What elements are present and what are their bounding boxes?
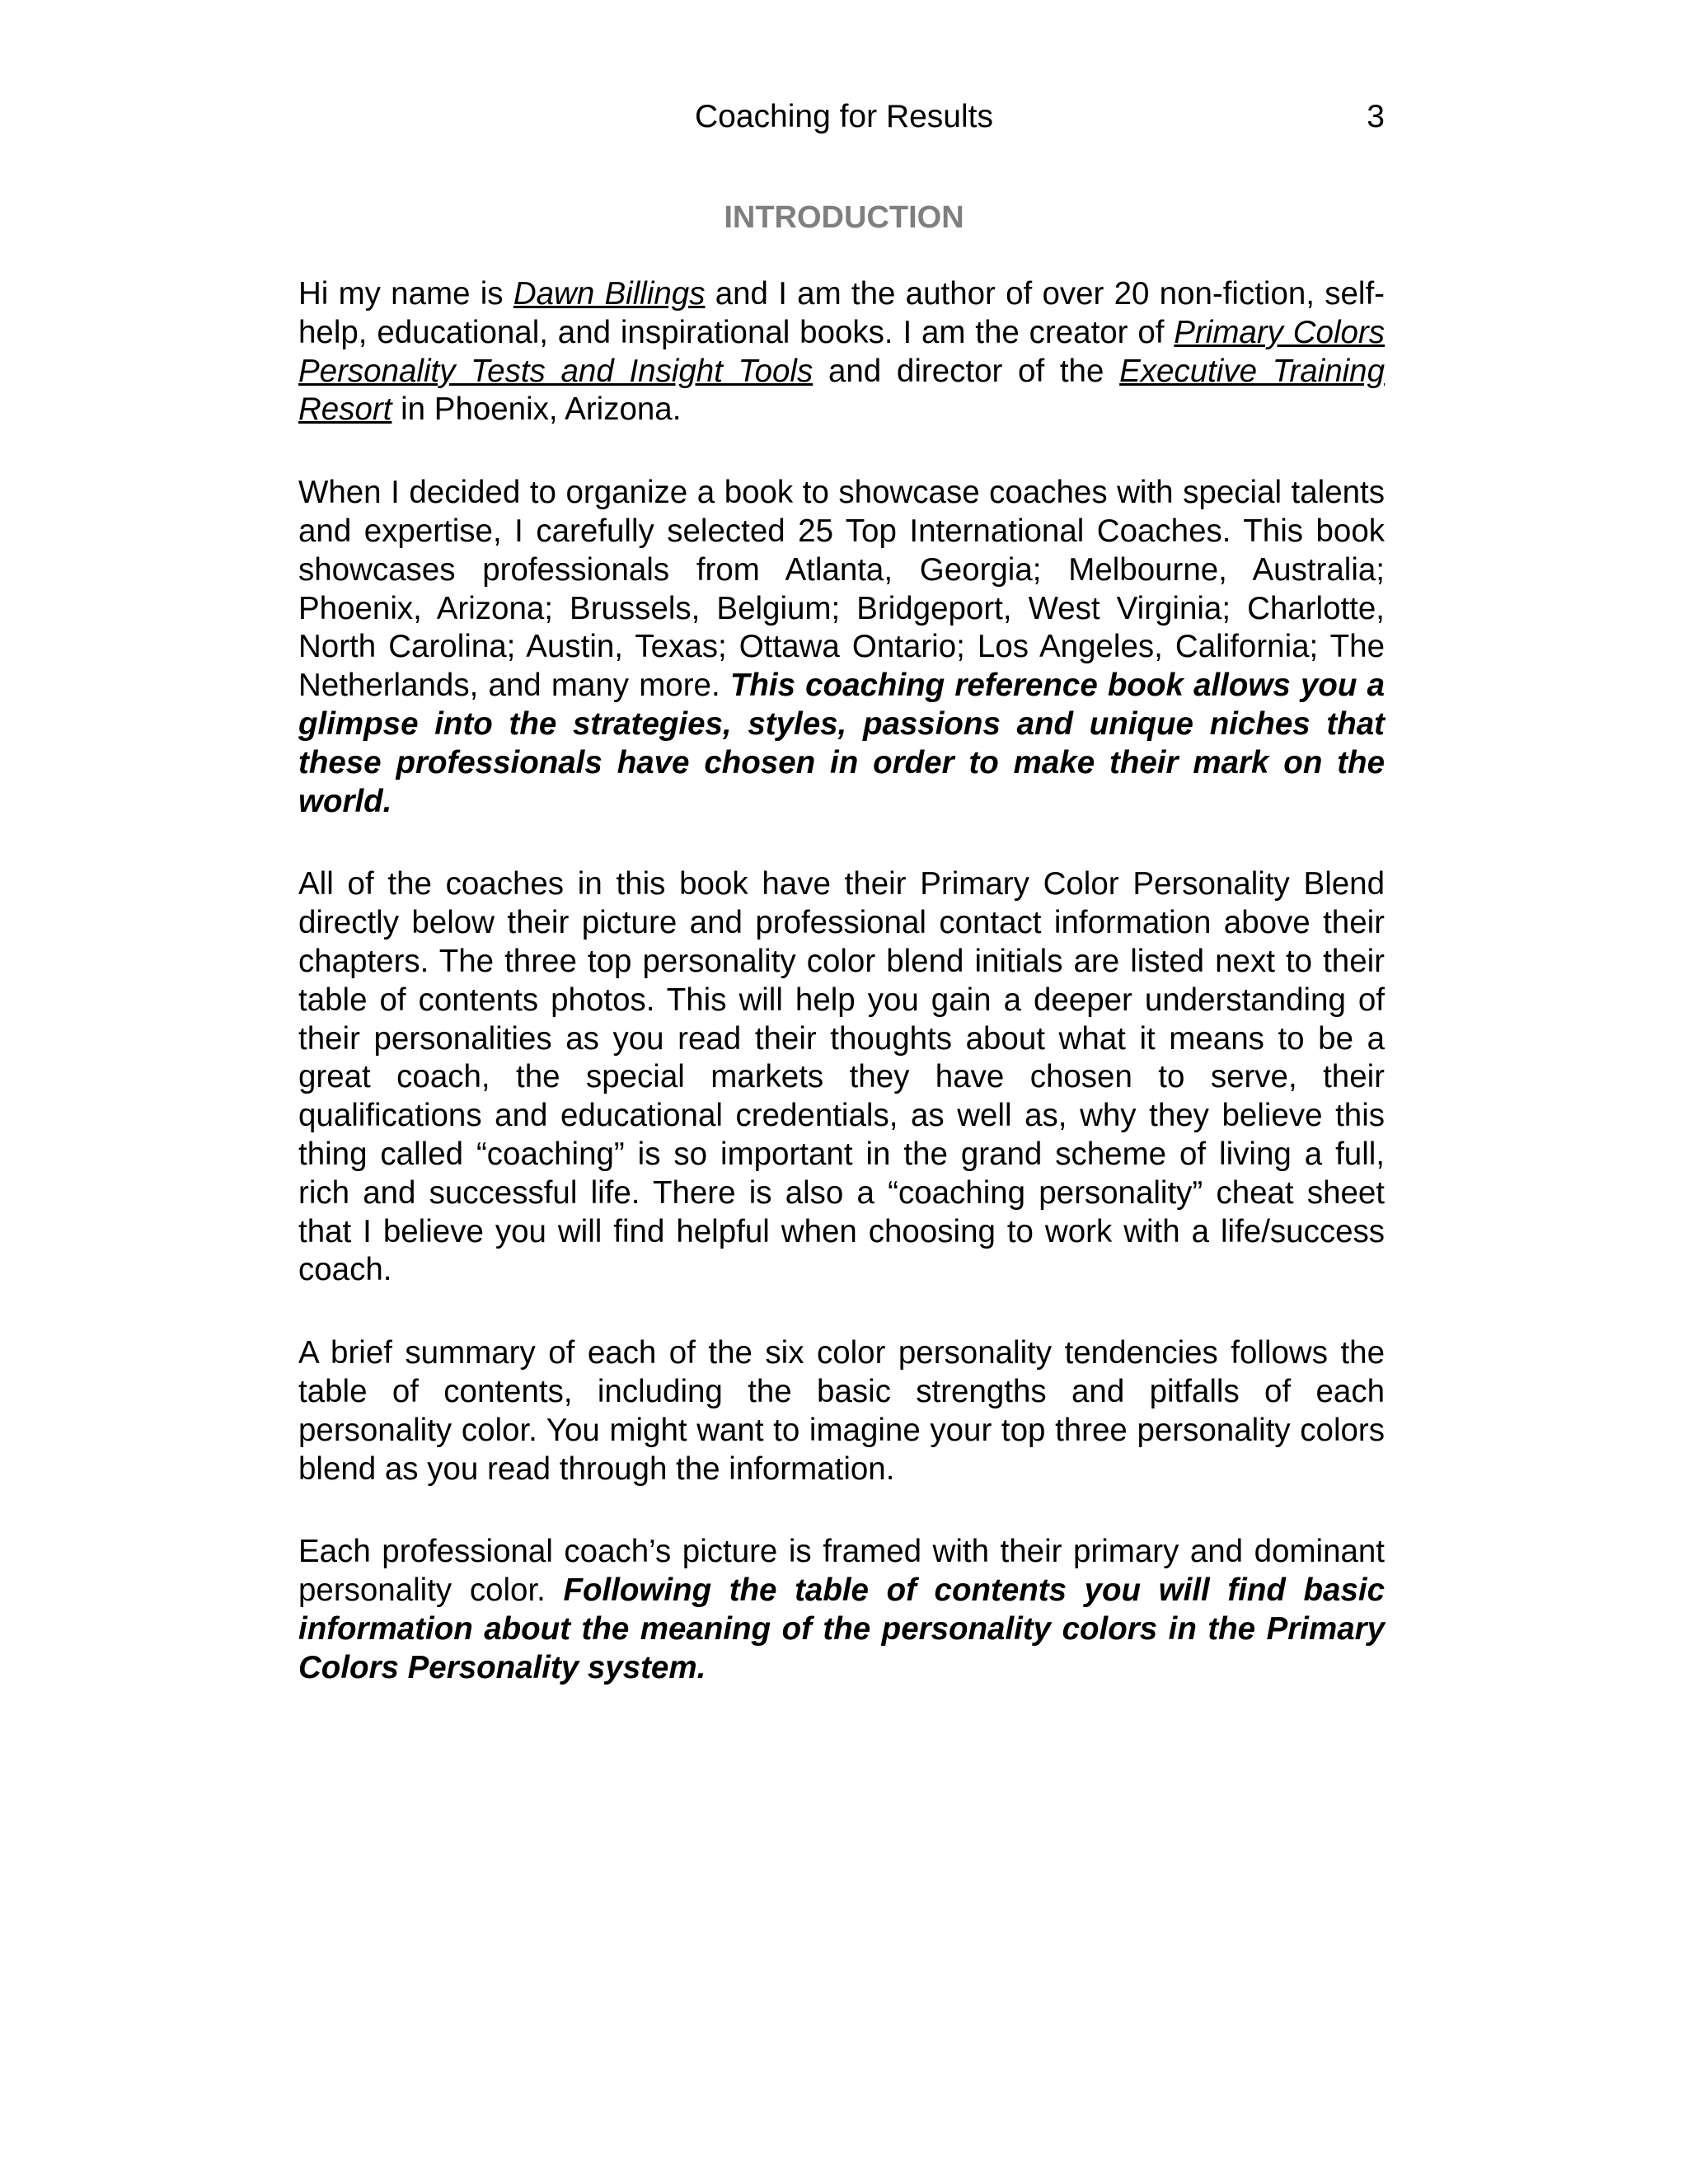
paragraph-author-intro	[298, 275, 1385, 429]
emphasized-text: Following the table of contents you will find basic information about the meaning of the personality colors in the Primary Colors Personality system.	[298, 1572, 1385, 1685]
paragraph-text: and I am the author of over 20 non-fiction, self-help, educational, and inspirational books. I am the creator of	[298, 276, 1385, 350]
executive-training-resort-link[interactable]: Executive Training Resort	[298, 353, 1385, 428]
running-header-title: Coaching for Results	[694, 99, 993, 134]
paragraph-text: When I decided to organize a book to showcase coaches with special talents and expertise, I carefully selected 25 Top International Coaches. This book showcases professionals from Atlanta, Georgia; Melbourne, Australia; Phoenix, Arizona; Brussels, Belgium; Bridgeport, West Virginia; Charlotte, North Carolina; Austin, Texas; Ottawa Ontario; Los Angeles, California; The Netherlands, and many more.	[298, 475, 1385, 704]
paragraph-picture-frame	[298, 1533, 1385, 1687]
paragraph-personality-blend	[298, 865, 1385, 1290]
paragraph-text: All of the coaches in this book have their Primary Color Personality Blend directly below their picture and professional contact information above their chapters. The three top personality color blend initials are listed next to their table of contents photos. This will help you gain a deeper understanding of their personalities as you read their thoughts about what it means to be a great coach, the special markets they have chosen to serve, their qualifications and educational credentials, as well as, why they believe this thing called “coaching” is so important in the grand scheme of living a full, rich and successful life. There is also a “coaching personality” cheat sheet that I believe you will find helpful when choosing to work with a life/success coach.	[298, 866, 1385, 1288]
body-text	[298, 275, 1385, 1732]
paragraph-coaches-selection	[298, 474, 1385, 821]
paragraph-text: Each professional coach’s picture is framed with their primary and dominant personality color.	[298, 1534, 1385, 1609]
paragraph-text: in Phoenix, Arizona.	[392, 391, 682, 428]
paragraph-color-summary	[298, 1334, 1385, 1488]
emphasized-text: This coaching reference book allows you a glimpse into the strategies, styles, passions and unique niches that these professionals have chosen in order to make their mark on the world.	[298, 668, 1385, 819]
section-heading: INTRODUCTION	[724, 200, 964, 235]
paragraph-text: A brief summary of each of the six color personality tendencies follows the table of contents, including the basic strengths and pitfalls of each personality color. You might want to imagine your top three personality colors blend as you read through the information.	[298, 1335, 1385, 1487]
primary-colors-link[interactable]: Primary Colors Personality Tests and Insight Tools	[298, 314, 1385, 389]
author-name-link[interactable]: Dawn Billings	[513, 276, 706, 312]
page-number: 3	[1367, 99, 1385, 134]
paragraph-text: Hi my name is	[298, 276, 513, 312]
paragraph-text: and director of the	[813, 353, 1120, 389]
